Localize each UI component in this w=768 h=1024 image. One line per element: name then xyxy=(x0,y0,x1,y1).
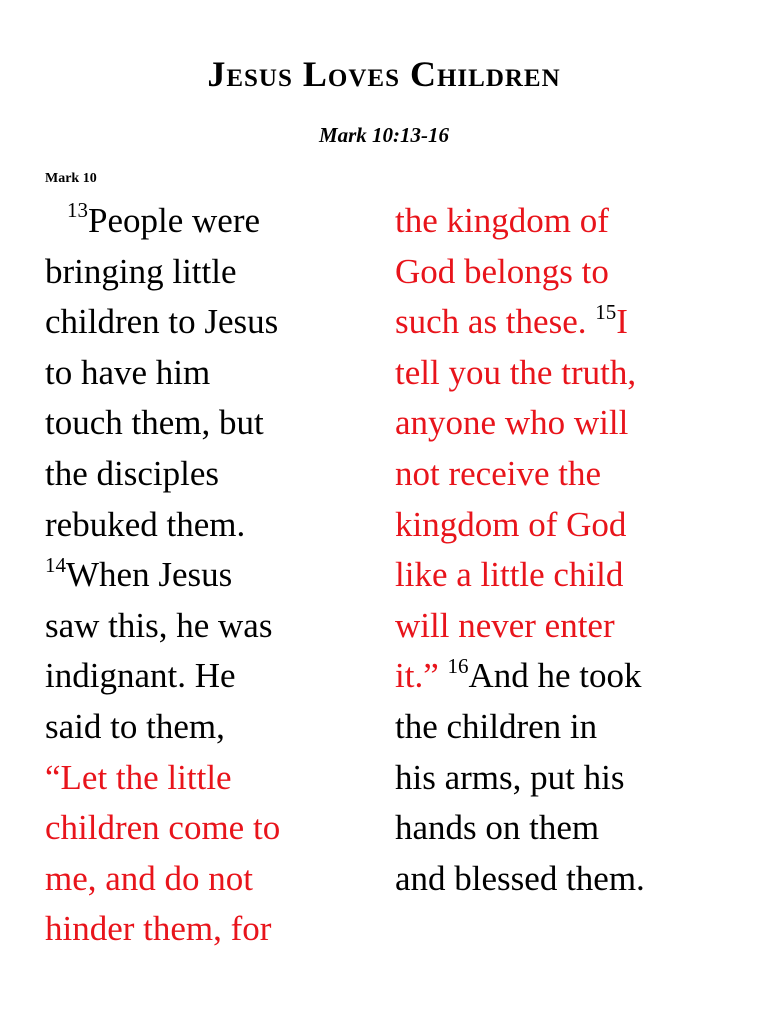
jesus-words-line: kingdom of God xyxy=(395,504,627,544)
verse-number: 16 xyxy=(447,653,469,678)
text-line xyxy=(45,550,280,601)
right-text-column xyxy=(395,196,645,904)
jesus-words-line: children come to xyxy=(45,808,281,848)
jesus-words-line: will never enter xyxy=(395,605,615,645)
text-line xyxy=(395,651,645,702)
verse-number: 14 xyxy=(45,552,66,577)
text-line: and blessed them. xyxy=(395,858,645,898)
jesus-words-line: hinder them, for xyxy=(45,909,272,949)
text-line: bringing little xyxy=(45,251,237,291)
text-line: touch them, but xyxy=(45,403,264,443)
verse-text: I xyxy=(616,302,628,342)
chapter-label: Mark 10 xyxy=(45,171,97,186)
jesus-words-line: like a little child xyxy=(395,555,624,595)
text-line: saw this, he was xyxy=(45,605,273,645)
scripture-reference: Mark 10:13-16 xyxy=(318,123,450,147)
text-line: rebuked them. xyxy=(45,504,246,544)
verse-text: such as these. xyxy=(395,302,596,342)
left-text-column xyxy=(45,196,280,955)
text-line xyxy=(45,196,280,247)
text-line: said to them, xyxy=(45,706,225,746)
verse-number: 15 xyxy=(595,299,617,324)
page-title: Jesus Loves Children xyxy=(207,54,561,94)
jesus-words-line: God belongs to xyxy=(395,251,609,291)
jesus-words-line: me, and do not xyxy=(45,858,254,898)
text-line: hands on them xyxy=(395,808,600,848)
jesus-words-line: tell you the truth, xyxy=(395,352,637,392)
verse-number: 13 xyxy=(67,198,88,223)
verse-text: When Jesus xyxy=(66,555,233,595)
text-line: to have him xyxy=(45,352,211,392)
jesus-words-line: anyone who will xyxy=(395,403,629,443)
jesus-words-line: the kingdom of xyxy=(395,201,609,240)
verse-text: And he took xyxy=(468,656,642,696)
text-line: indignant. He xyxy=(45,656,236,696)
jesus-words-line xyxy=(395,297,645,348)
text-line: the disciples xyxy=(45,453,219,493)
text-line: the children in xyxy=(395,706,598,746)
verse-text: it.” xyxy=(395,656,448,696)
verse-text: People were xyxy=(88,201,261,240)
jesus-words-line: not receive the xyxy=(395,453,602,493)
text-line: children to Jesus xyxy=(45,302,279,342)
jesus-words-line: “Let the little xyxy=(45,757,232,797)
text-line: his arms, put his xyxy=(395,757,625,797)
